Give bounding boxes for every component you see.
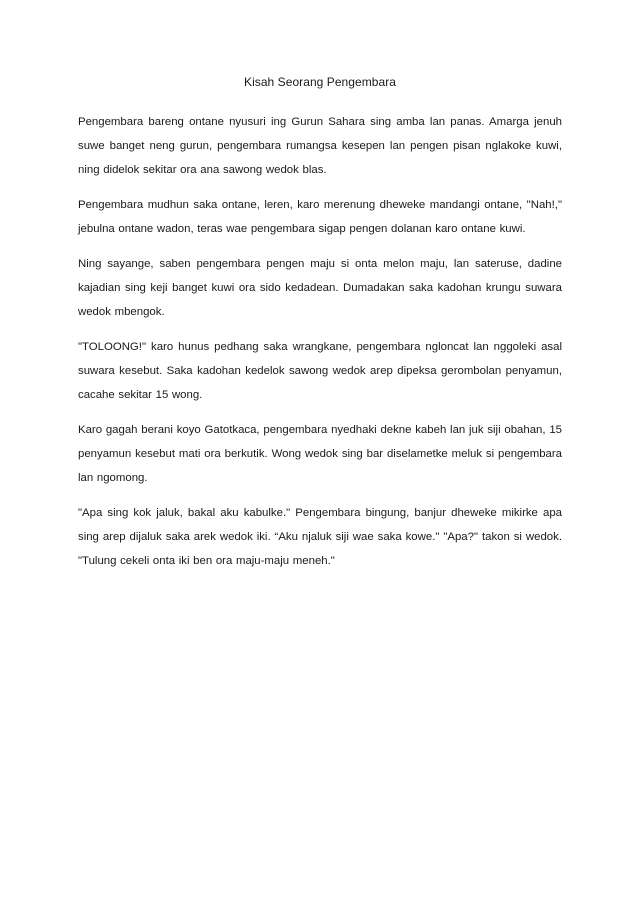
paragraph-1: Pengembara bareng ontane nyusuri ing Gurun Sahara sing amba lan panas. Amarga jenuh suwe banget neng gurun, pengembara rumangsa kesepen lan pengen pisan nglakoke kuwi, ning didelok sekitar ora ana sawong wedok blas. (78, 116, 562, 176)
paragraph-3: Ning sayange, saben pengembara pengen maju si onta melon maju, lan sateruse, dadine kajadian sing keji banget kuwi ora sido kedadean. Dumadakan saka kadohan krungu suwara wedok mbengok. (78, 258, 562, 318)
paragraph-5: Karo gagah berani koyo Gatotkaca, pengembara nyedhaki dekne kabeh lan juk siji obahan, 15 penyamun kesebut mati ora berkutik. Wong wedok sing bar diselametke meluk si pengembara lan ngomong. (78, 424, 562, 484)
paragraph-2: Pengembara mudhun saka ontane, leren, karo merenung dheweke mandangi ontane, "Nah!," jebulna ontane wadon, teras wae pengembara sigap pengen dolanan karo ontane kuwi. (78, 199, 562, 235)
paragraph-4: "TOLOONG!" karo hunus pedhang saka wrangkane, pengembara ngloncat lan nggoleki asal suwara kesebut. Saka kadohan kedelok sawong wedok arep dipeksa gerombolan penyamun, cacahe sekitar 15 wong. (78, 341, 562, 401)
paragraph-6: "Apa sing kok jaluk, bakal aku kabulke." Pengembara bingung, banjur dheweke mikirke apa sing arep dijaluk saka arek wedok iki. “Aku njaluk siji wae saka kowe." "Apa?" takon si wedok. "Tulung cekeli onta iki ben ora maju-maju meneh." (78, 507, 562, 567)
document-title: Kisah Seorang Pengembara (244, 75, 396, 89)
document-page (78, 74, 562, 584)
